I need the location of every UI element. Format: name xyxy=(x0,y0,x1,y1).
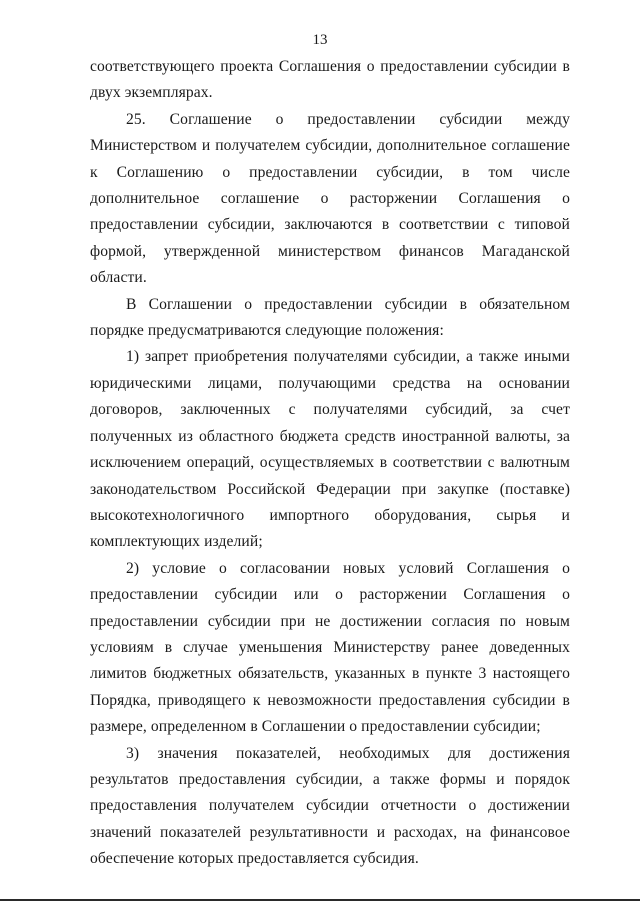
paragraph-provision-1: 1) запрет приобретения получателями субсидии, а также иными юридическими лицами, получающими средства на основании договоров, заключенных с получателями субсидий, за счет полученных из областного бюджета средств иностранной валюты, за исключением операций, осуществляемых в соответствии с валютным законодательством Российской Федерации при закупке (поставке) высокотехнологичного импортного оборудования, сырья и комплектующих изделий; xyxy=(90,348,570,551)
page-bottom-border xyxy=(0,899,640,901)
page-number: 13 xyxy=(312,32,328,48)
paragraph-continuation: соответствующего проекта Соглашения о предоставлении субсидии в двух экземплярах. xyxy=(90,58,570,102)
paragraph-provisions-intro: В Соглашении о предоставлении субсидии в обязательном порядке предусматриваются следующие положения: xyxy=(90,295,570,340)
paragraph-provision-2: 2) условие о согласовании новых условий Соглашения о предоставлении субсидии или о расторжении Соглашения о предоставлении субсидии при не достижении согласия по новым условиям в случае уменьшения Министерству ранее доведенных лимитов бюджетных обязательств, указанных в пункте 3 настоящего Порядка, приводящего к невозможности предоставления субсидии в размере, определенном в Соглашении о предоставлении субсидии; xyxy=(90,559,570,736)
paragraph-provision-3: 3) значения показателей, необходимых для достижения результатов предоставления субсидии, а также формы и порядок предоставления получателем субсидии отчетности о достижении значений показателей результативности и расходах, на финансовое обеспечение которых предоставляется субсидия. xyxy=(90,744,570,868)
paragraph-item-25: 25. Соглашение о предоставлении субсидии между Министерством и получателем субсидии, дополнительное соглашение к Соглашению о предоставлении субсидии, в том числе дополнительное соглашение о расторжении Соглашения о предоставлении субсидии, заключаются в соответствии с типовой формой, утвержденной министерством финансов Магаданской области. xyxy=(90,110,570,287)
document-body xyxy=(90,54,570,873)
